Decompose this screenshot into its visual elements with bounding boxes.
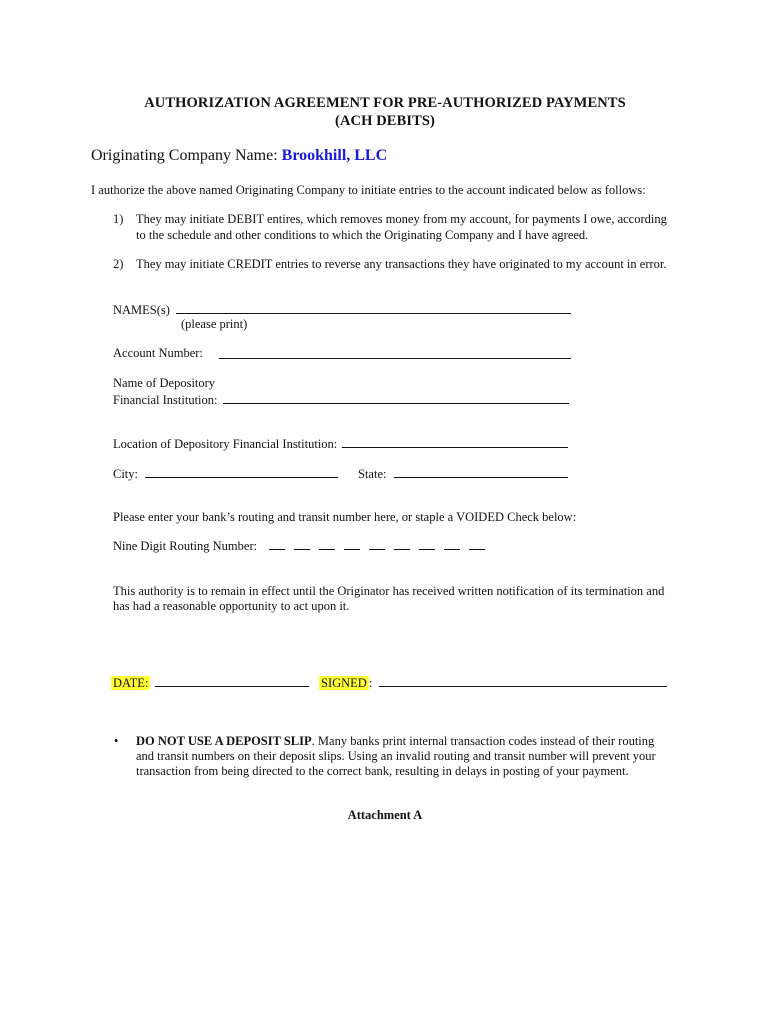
- names-hint: (please print): [181, 317, 248, 331]
- item-1-number: 1): [113, 212, 124, 226]
- institution-field: [113, 391, 569, 409]
- names-label: NAMES(s): [113, 303, 170, 317]
- names-field: [113, 301, 571, 319]
- note-line1: [136, 734, 654, 750]
- note-warning: DO NOT USE A DEPOSIT SLIP: [136, 734, 312, 748]
- location-field: [113, 435, 568, 453]
- document-title-line1: AUTHORIZATION AGREEMENT FOR PRE-AUTHORIZED PAYMENTS: [144, 95, 626, 111]
- authority-line2: has had a reasonable opportunity to act upon it.: [113, 599, 350, 613]
- institution-input-line[interactable]: [223, 391, 569, 404]
- signature-input-line[interactable]: [379, 674, 667, 687]
- routing-digit-line[interactable]: [444, 539, 460, 550]
- city-input-line[interactable]: [145, 465, 338, 478]
- routing-digit-lines: [269, 539, 494, 553]
- routing-digit-line[interactable]: [394, 539, 410, 550]
- company-label: Originating Company Name:: [91, 147, 278, 164]
- signed-colon: :: [368, 676, 373, 690]
- date-label: DATE:: [113, 676, 149, 690]
- routing-digit-line[interactable]: [369, 539, 385, 550]
- routing-digit-line[interactable]: [344, 539, 360, 550]
- note-line1-rest: . Many banks print internal transaction codes instead of their routing: [311, 734, 655, 748]
- signed-label: SIGNED: [321, 676, 367, 690]
- note-line2: and transit numbers on their deposit slips. Using an invalid routing and transit number will prevent your: [136, 749, 656, 763]
- institution-label-line1: Name of Depository: [113, 376, 216, 390]
- routing-label: Nine Digit Routing Number:: [113, 539, 258, 553]
- attachment-label: Attachment A: [347, 808, 423, 822]
- item-1-line1: They may initiate DEBIT entires, which removes money from my account, for payments I owe, according: [136, 212, 667, 226]
- location-input-line[interactable]: [342, 435, 568, 448]
- state-input-line[interactable]: [394, 465, 568, 478]
- note-line3: transaction from being directed to the correct bank, resulting in delays in posting of your payment.: [136, 764, 629, 778]
- item-1-line2: to the schedule and other conditions to which the Originating Company and I have agreed.: [136, 228, 589, 242]
- account-number-input-line[interactable]: [219, 346, 571, 359]
- institution-label-line2: Financial Institution:: [113, 393, 218, 407]
- routing-instruction: Please enter your bank’s routing and transit number here, or staple a VOIDED Check below:: [113, 510, 577, 524]
- originating-company: [91, 147, 387, 165]
- intro-text: I authorize the above named Originating Company to initiate entries to the account indicated below as follows:: [91, 183, 646, 197]
- routing-digit-line[interactable]: [469, 539, 485, 550]
- routing-digit-line[interactable]: [319, 539, 335, 550]
- authority-line1: This authority is to remain in effect until the Originator has received written notification of its termination and: [113, 584, 665, 598]
- location-label: Location of Depository Financial Institution:: [113, 437, 338, 451]
- bullet-icon: •: [114, 734, 119, 748]
- signed-field: [319, 674, 667, 692]
- routing-digit-line[interactable]: [294, 539, 310, 550]
- item-2-number: 2): [113, 257, 124, 271]
- routing-digit-line[interactable]: [419, 539, 435, 550]
- document-title-line2: (ACH DEBITS): [335, 113, 435, 129]
- date-input-line[interactable]: [155, 674, 309, 687]
- city-label: City:: [113, 467, 139, 481]
- date-field: [111, 674, 309, 692]
- state-label: State:: [358, 467, 387, 481]
- company-name: Brookhill, LLC: [281, 147, 388, 164]
- item-2-line1: They may initiate CREDIT entries to reverse any transactions they have originated to my account in error.: [136, 257, 667, 271]
- account-number-label: Account Number:: [113, 346, 203, 360]
- state-field: [358, 465, 568, 483]
- city-field: [113, 465, 338, 483]
- names-input-line[interactable]: [176, 301, 571, 314]
- routing-field: [113, 539, 494, 555]
- routing-digit-line[interactable]: [269, 539, 285, 550]
